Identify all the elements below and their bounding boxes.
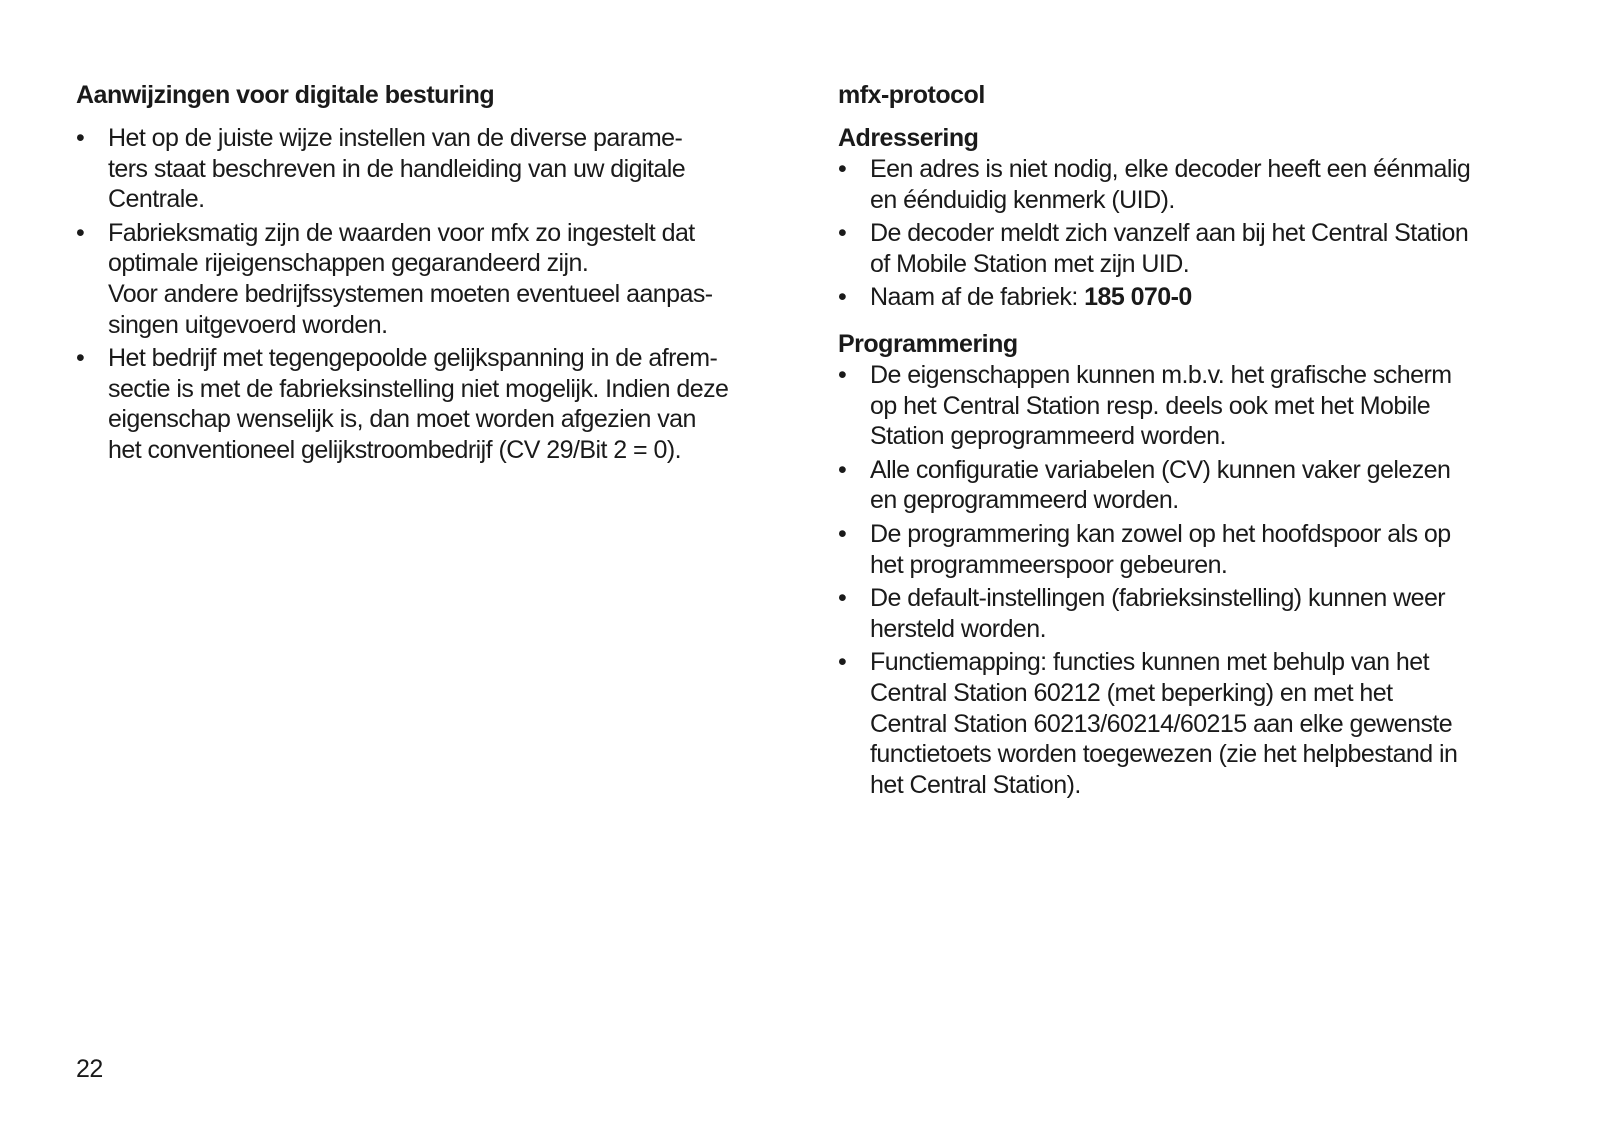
bullet-icon: • [76, 124, 85, 152]
bullet-icon: • [838, 219, 847, 248]
bullet-icon: • [838, 455, 847, 484]
digital-control-list [76, 123, 781, 466]
list-item: • De decoder meldt zich vanzelf aan bij het Central Station of Mobile Station met zijn UID. [838, 219, 1469, 278]
list-item: • Alle configuratie variabelen (CV) kunnen vaker gelezen en geprogrammeerd worden. [838, 455, 1451, 515]
list-item: • Een adres is niet nodig, elke decoder heeft een éénmalig en éénduidig kenmerk (UID). [838, 155, 1471, 214]
programming-heading: Programmering [838, 329, 1018, 358]
list-item: • Het bedrijf met tegengepoolde gelijkspanning in de afrem- sectie is met de fabrieksinstelling niet mogelijk. Indien deze eigenschap wenselijk is, dan moet worden afgezien van het conventioneel gelijkstroombedrijf (CV 29/Bit 2 = 0). [76, 344, 729, 464]
list-item: • De default-instellingen (fabrieksinstelling) kunnen weer hersteld worden. [838, 584, 1446, 643]
list-item: • De eigenschappen kunnen m.b.v. het grafische scherm op het Central Station resp. deels ook met het Mobile Station geprogrammeerd worden. [838, 360, 1452, 451]
factory-name-item [838, 282, 1538, 313]
list-item: • Het op de juiste wijze instellen van de diverse parame- ters staat beschreven in de handleiding van uw digitale Centrale. [76, 124, 686, 214]
left-column [76, 80, 781, 469]
bullet-icon: • [76, 218, 85, 247]
addressing-list [838, 154, 1538, 313]
list-item: • Fabrieksmatig zijn de waarden voor mfx zo ingestelt dat optimale rijeigenschappen gegarandeerd zijn. Voor andere bedrijfssystemen moeten eventueel aanpas- singen uitgevoerd worden. [76, 218, 713, 339]
list-item: • De programmering kan zowel op het hoofdspoor als op het programmeerspoor gebeuren. [838, 519, 1451, 579]
factory-name-label: Naam af de fabriek: [870, 283, 1085, 312]
bullet-icon: • [838, 519, 847, 548]
page-number: 22 [76, 1055, 103, 1083]
addressing-heading: Adressering [838, 124, 979, 152]
bullet-icon: • [838, 648, 847, 677]
bullet-icon: • [838, 283, 847, 312]
bullet-icon: • [838, 584, 847, 613]
factory-name-value: 185 070-0 [1084, 283, 1192, 312]
list-item: • Functiemapping: functies kunnen met behulp van het Central Station 60212 (met beperking) en met het Central Station 60213/60214/60215 aan elke gewenste functietoets worden toegewezen (zie het helpbestand in het Central Station). [838, 648, 1458, 799]
digital-control-heading: Aanwijzingen voor digitale besturing [76, 81, 495, 109]
bullet-icon: • [76, 344, 85, 373]
bullet-icon: • [838, 155, 847, 183]
mfx-protocol-heading: mfx-protocol [838, 81, 985, 109]
programming-list [838, 360, 1538, 800]
bullet-icon: • [838, 360, 847, 389]
right-column [838, 80, 1538, 803]
